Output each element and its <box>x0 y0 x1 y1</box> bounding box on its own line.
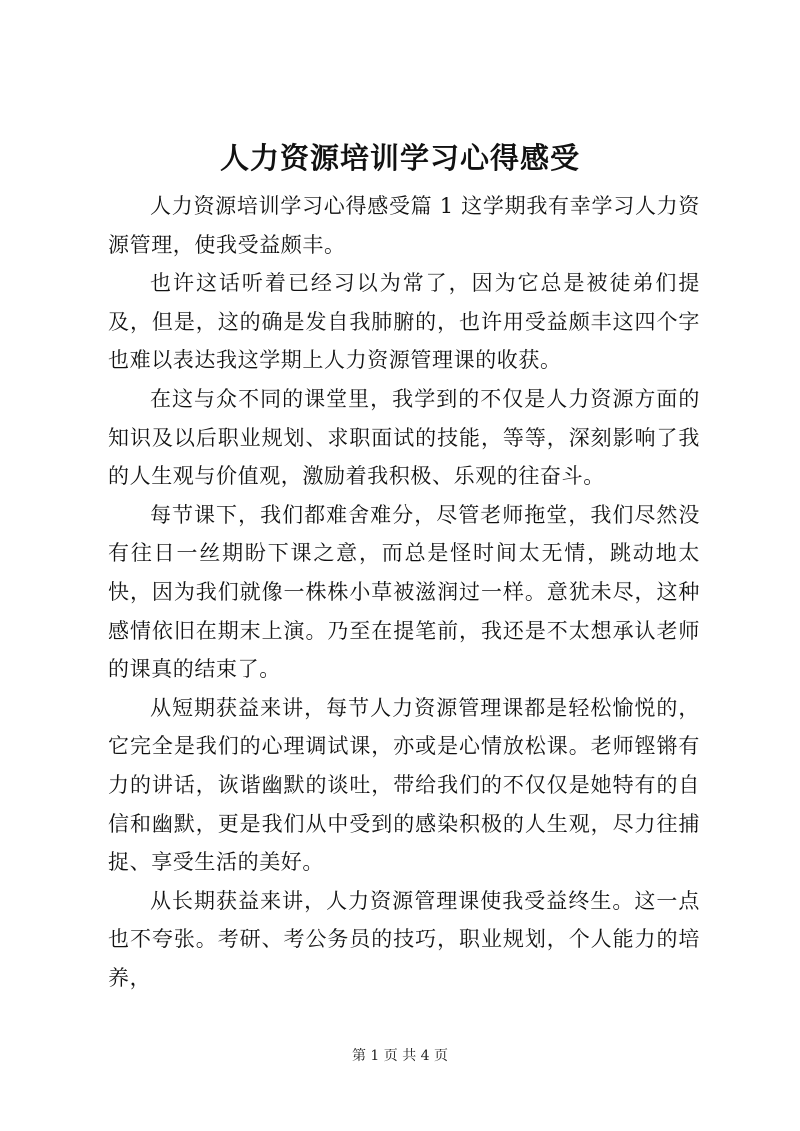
paragraph-5: 从短期获益来讲，每节人力资源管理课都是轻松愉悦的，它完全是我们的心理调试课，亦或是心情放松课。老师铿锵有力的讲话，诙谐幽默的谈吐，带给我们的不仅仅是她特有的自信和幽默，更是我们从中受到的感染积极的人生观，尽力往捕捉、享受生活的美好。 <box>108 695 700 875</box>
document-title: 人力资源培训学习心得感受 <box>219 141 580 175</box>
page-number-footer: 第 1 页 共 4 页 <box>351 1048 449 1064</box>
paragraph-3: 在这与众不同的课堂里，我学到的不仅是人力资源方面的知识及以后职业规划、求职面试的技能，等等，深刻影响了我的人生观与价值观，激励着我积极、乐观的往奋斗。 <box>108 386 700 489</box>
paragraph-4: 每节课下，我们都难舍难分，尽管老师拖堂，我们尽然没有往日一丝期盼下课之意，而总是怪时间太无情，跳动地太快，因为我们就像一株株小草被滋润过一样。意犹未尽，这种感情依旧在期末上演。乃至在提笔前，我还是不太想承认老师的课真的结束了。 <box>108 502 700 682</box>
paragraph-6: 从长期获益来讲，人力资源管理课使我受益终生。这一点也不夸张。考研、考公务员的技巧，职业规划，个人能力的培养， <box>108 888 700 990</box>
paragraph-1: 人力资源培训学习心得感受篇 1 这学期我有幸学习人力资源管理，使我受益颇丰。 <box>108 194 700 257</box>
paragraph-2: 也许这话听着已经习以为常了，因为它总是被徒弟们提及，但是，这的确是发自我肺腑的，也许用受益颇丰这四个字也难以表达我这学期上人力资源管理课的收获。 <box>108 271 700 373</box>
document-body <box>108 187 700 997</box>
